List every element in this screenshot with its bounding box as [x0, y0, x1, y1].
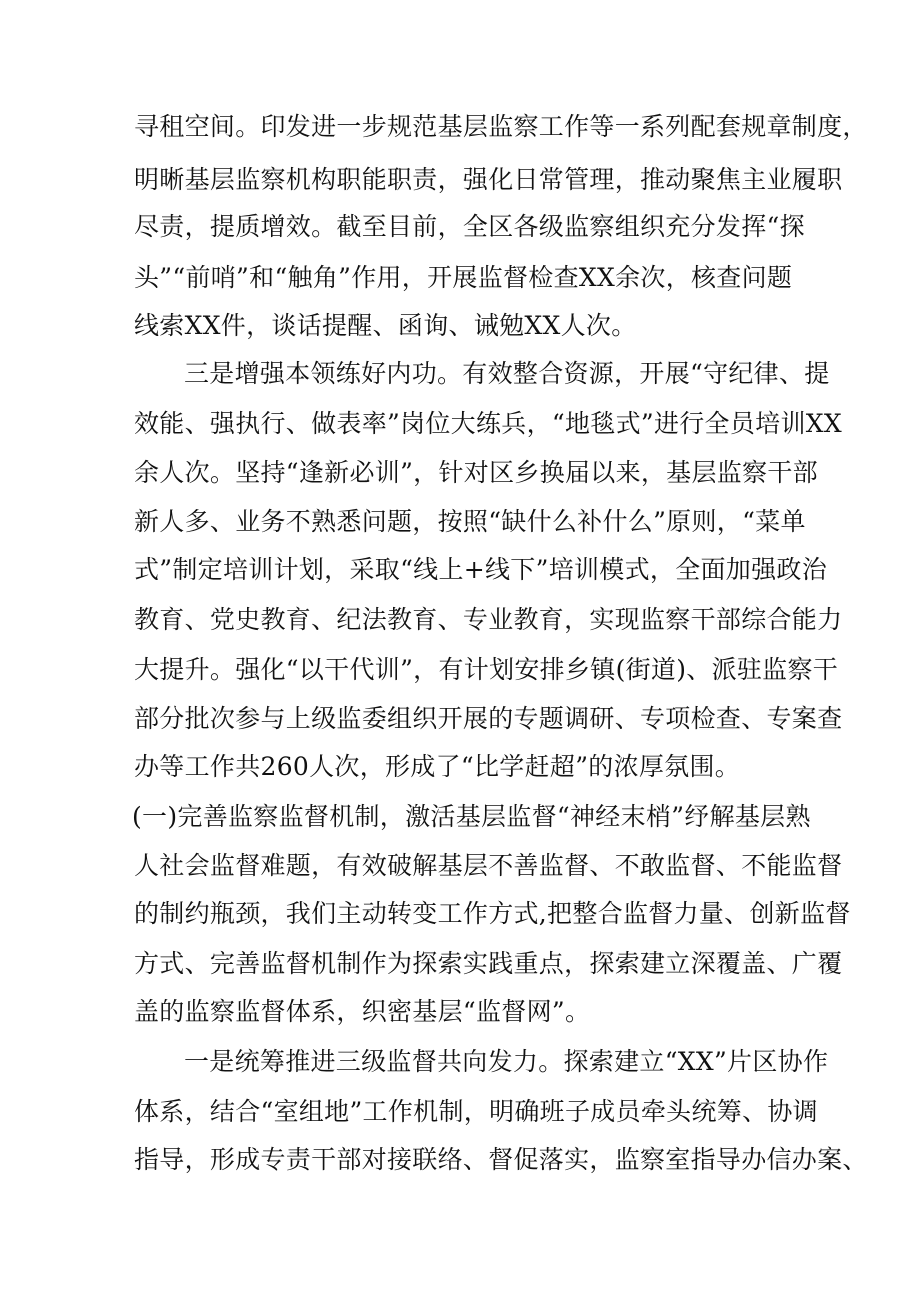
paragraph-start-line: 一是统筹推进三级监督共向发力。探索建立“XX”片区协作 — [184, 1047, 829, 1076]
text-line: 的制约瓶颈，我们主动转变工作方式,把整合监督力量、创新监督 — [134, 899, 851, 928]
section-heading-line: (一)完善监察监督机制，激活基层监督“神经末梢”纾解基层熟 — [132, 802, 811, 831]
text-line: 盖的监察监督体系，织密基层“监督网”。 — [134, 997, 591, 1026]
text-line: 效能、强执行、做表率”岗位大练兵，“地毯式”进行全员培训XX — [134, 409, 842, 438]
text-line: 人社会监督难题，有效破解基层不善监督、不敢监督、不能监督 — [134, 851, 843, 880]
text-line: 线索XX件，谈话提醒、函询、诫勉XX人次。 — [134, 311, 637, 340]
paragraph-start-line: 三是增强本领练好内功。有效整合资源，开展“守纪律、提 — [184, 359, 830, 388]
text-line: 体系，结合“室组地”工作机制，明确班子成员牵头统筹、协调 — [134, 1097, 818, 1126]
text-line: 指导，形成专责干部对接联络、督促落实，监察室指导办信办案、 — [134, 1145, 868, 1174]
text-line: 余人次。坚持“逢新必训”，针对区乡换届以来，基层监察干部 — [134, 458, 818, 487]
text-line: 寻租空间。印发进一步规范基层监察工作等一系列配套规章制度， — [134, 112, 868, 141]
text-line: 尽责，提质增效。截至目前，全区各级监察组织充分发挥“探 — [134, 212, 805, 241]
text-line: 教育、党史教育、纪法教育、专业教育，实现监察干部综合能力 — [134, 605, 843, 634]
text-line: 新人多、业务不熟悉问题，按照“缺什么补什么”原则，“菜单 — [134, 507, 806, 536]
text-line: 部分批次参与上级监委组织开展的专题调研、专项检查、专案查 — [134, 704, 843, 733]
text-line: 头”“前哨”和“触角”作用，开展监督检查XX余次，核查问题 — [134, 263, 793, 292]
text-line: 明晰基层监察机构职能职责，强化日常管理，推动聚焦主业履职 — [134, 165, 843, 194]
text-line: 式”制定培训计划，采取“线上+线下”培训模式，全面加强政治 — [134, 555, 827, 584]
text-line: 大提升。强化“以干代训”，有计划安排乡镇(街道)、派驻监察干 — [134, 655, 839, 684]
text-line: 方式、完善监督机制作为探索实践重点，探索建立深覆盖、广覆 — [134, 949, 843, 978]
text-line: 办等工作共260人次，形成了“比学赶超”的浓厚氛围。 — [134, 752, 741, 781]
